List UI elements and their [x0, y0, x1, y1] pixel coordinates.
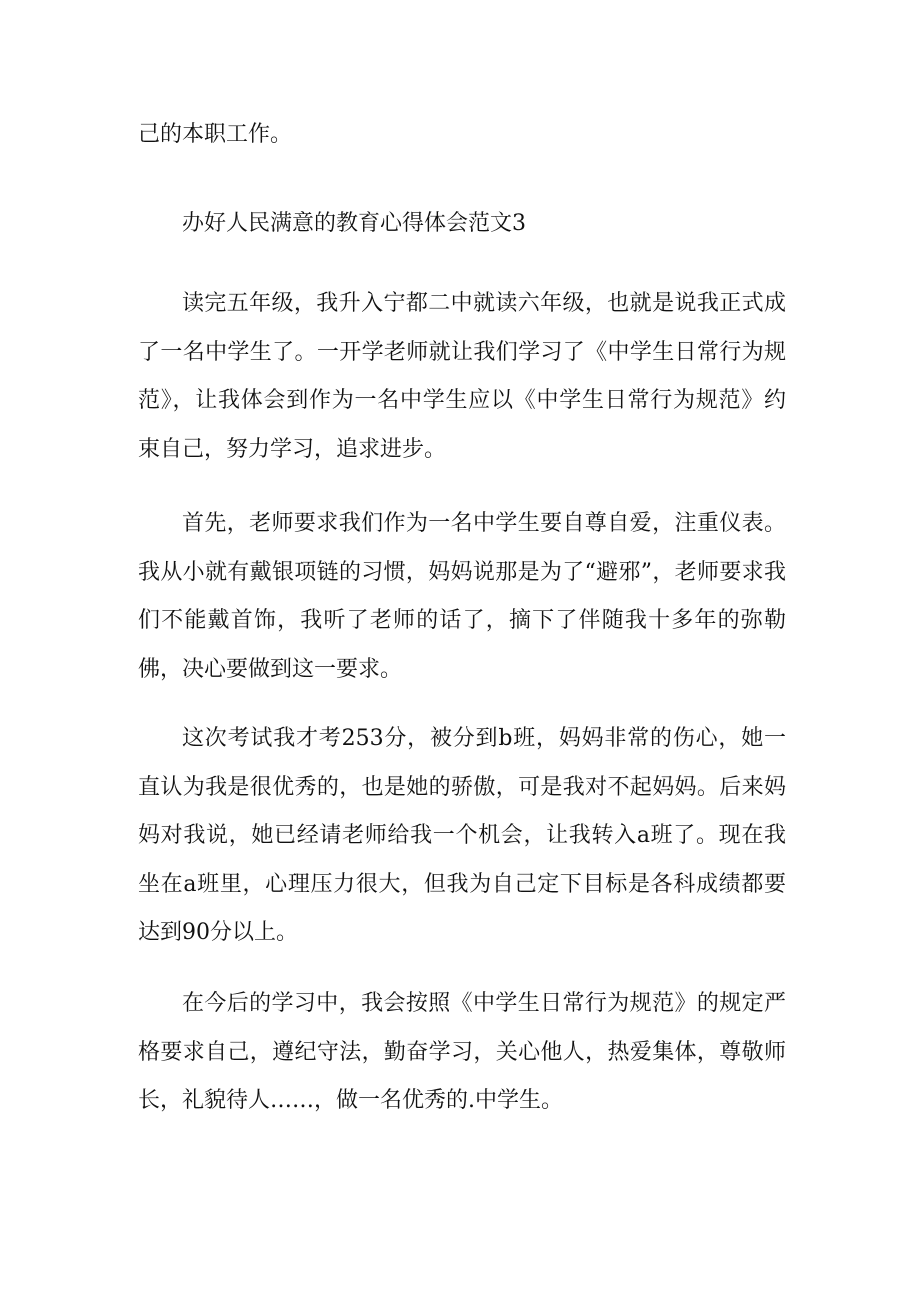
paragraph-continuation: 己的本职工作。 [138, 122, 293, 147]
paragraph-4: 在今后的学习中，我会按照《中学生日常行为规范》的规定严格要求自己，遵纪守法，勤奋学习，关心他人，热爱集体，尊敬师长，礼貌待人……，做一名优秀的.中学生。 [138, 991, 786, 1113]
paragraph-3: 这次考试我才考253分，被分到b班，妈妈非常的伤心，她一直认为我是很优秀的，也是她的骄傲，可是我对不起妈妈。后来妈妈对我说，她已经请老师给我一个机会，让我转入a班了。现在我坐在a班里，心理压力很大，但我为自己定下目标是各科成绩都要达到90分以上。 [138, 726, 786, 945]
paragraph-1: 读完五年级，我升入宁都二中就读六年级，也就是说我正式成了一名中学生了。一开学老师就让我们学习了《中学生日常行为规范》，让我体会到作为一名中学生应以《中学生日常行为规范》约束自己，努力学习，追求进步。 [138, 291, 786, 462]
paragraph-2: 首先，老师要求我们作为一名中学生要自尊自爱，注重仪表。我从小就有戴银项链的习惯，妈妈说那是为了“避邪”，老师要求我们不能戴首饰，我听了老师的话了，摘下了伴随我十多年的弥勒佛，决心要做到这一要求。 [138, 511, 786, 682]
section-heading: 办好人民满意的教育心得体会范文3 [182, 211, 526, 236]
